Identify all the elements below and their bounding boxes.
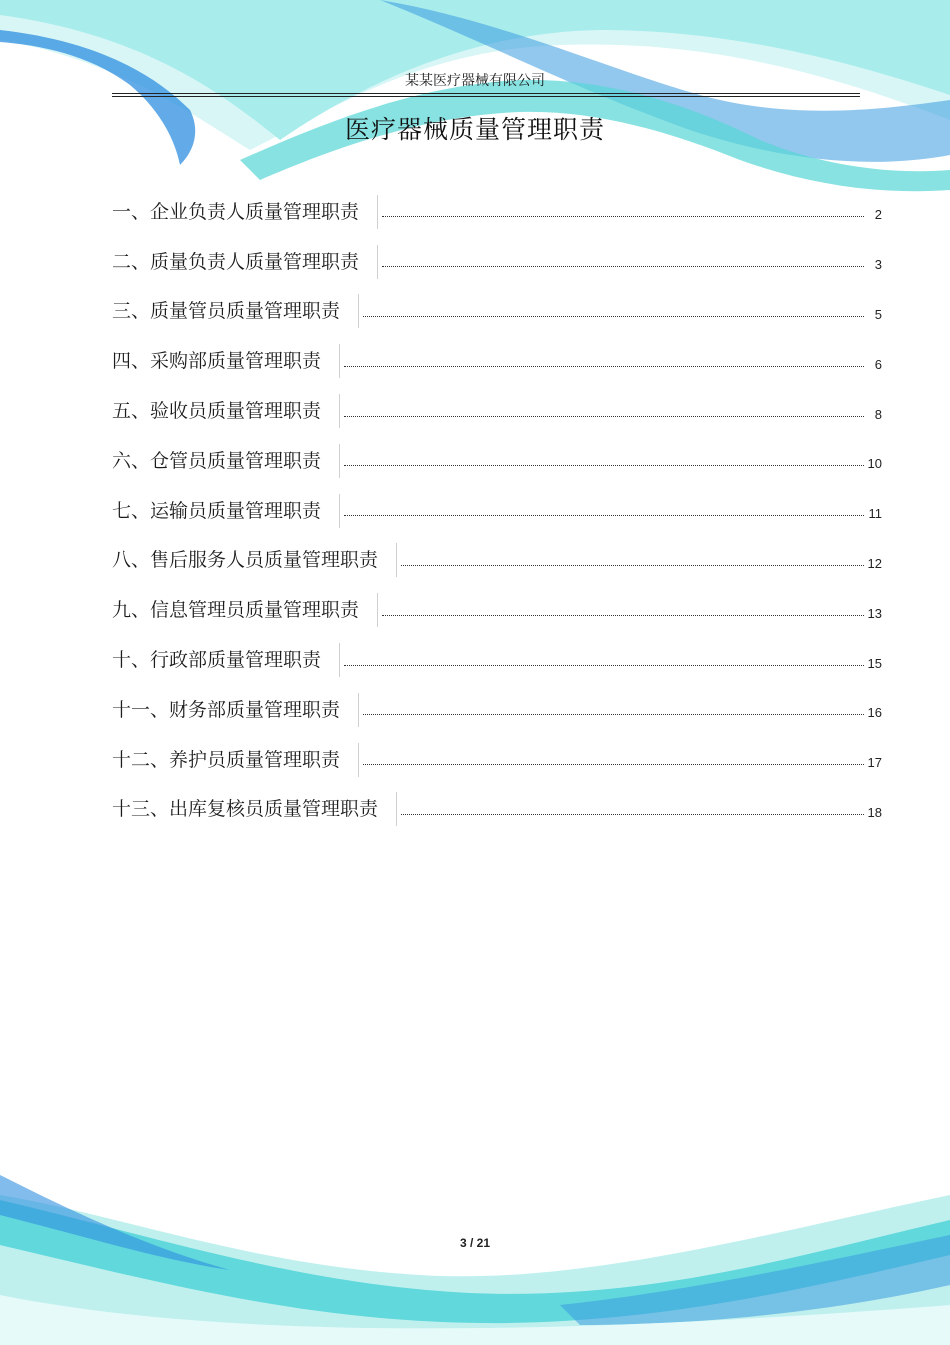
toc-entry[interactable] — [112, 785, 882, 835]
toc-dot-leader — [382, 266, 864, 267]
toc-entry-label: 二、质量负责人质量管理职责 — [112, 245, 378, 279]
toc-entry-page-number: 6 — [874, 356, 882, 372]
toc-entry-page-number: 2 — [874, 207, 882, 223]
toc-dot-leader — [382, 216, 864, 217]
toc-entry[interactable] — [112, 336, 882, 386]
toc-entry-label: 四、采购部质量管理职责 — [112, 344, 340, 378]
toc-entry[interactable] — [112, 735, 882, 785]
toc-entry-label: 五、验收员质量管理职责 — [112, 394, 340, 428]
toc-entry[interactable] — [112, 287, 882, 337]
toc-dot-leader — [344, 416, 864, 417]
toc-entry[interactable] — [112, 386, 882, 436]
toc-entry-label: 三、质量管员质量管理职责 — [112, 294, 359, 328]
toc-dot-leader — [363, 764, 864, 765]
toc-entry-page-number: 11 — [868, 506, 882, 522]
toc-entry[interactable] — [112, 536, 882, 586]
toc-entry-page-number: 12 — [867, 555, 882, 571]
toc-entry-label: 一、企业负责人质量管理职责 — [112, 195, 378, 229]
toc-entry-label: 六、仓管员质量管理职责 — [112, 444, 340, 478]
page-number: 3 / 21 — [459, 1236, 491, 1250]
toc-entry-page-number: 17 — [867, 755, 882, 771]
toc-entry-page-number: 3 — [874, 257, 882, 273]
toc-entry-label: 十一、财务部质量管理职责 — [112, 693, 359, 727]
toc-dot-leader — [363, 714, 864, 715]
toc-entry[interactable] — [112, 436, 882, 486]
toc-dot-leader — [401, 814, 864, 815]
toc-entry[interactable] — [112, 685, 882, 735]
toc-dot-leader — [344, 465, 864, 466]
toc-entry-page-number: 18 — [867, 804, 882, 820]
document-title: 医疗器械质量管理职责 — [344, 115, 605, 144]
toc-entry[interactable] — [112, 635, 882, 685]
toc-entry-page-number: 15 — [867, 655, 882, 671]
toc-entry-label: 十、行政部质量管理职责 — [112, 643, 340, 677]
toc-entry-page-number: 16 — [867, 705, 882, 721]
toc-entry-label: 十三、出库复核员质量管理职责 — [112, 792, 397, 826]
header-rule-upper — [112, 93, 860, 94]
toc-dot-leader — [363, 316, 864, 317]
toc-entry-page-number: 5 — [874, 306, 882, 322]
toc-entry-label: 十二、养护员质量管理职责 — [112, 743, 359, 777]
header-rule-lower — [112, 96, 860, 97]
toc-entry-page-number: 8 — [874, 406, 882, 422]
toc-entry-page-number: 10 — [867, 456, 882, 472]
toc-entry[interactable] — [112, 187, 882, 237]
toc-entry[interactable] — [112, 486, 882, 536]
header-company-name: 某某医疗器械有限公司 — [405, 73, 545, 89]
toc-entry-page-number: 13 — [867, 605, 882, 621]
toc-entry[interactable] — [112, 585, 882, 635]
toc-dot-leader — [401, 565, 864, 566]
toc-dot-leader — [382, 615, 864, 616]
toc-entry-label: 八、售后服务人员质量管理职责 — [112, 543, 397, 577]
toc-dot-leader — [344, 665, 864, 666]
toc-entry-label: 七、运输员质量管理职责 — [112, 494, 340, 528]
toc-entry-label: 九、信息管理员质量管理职责 — [112, 593, 378, 627]
toc-dot-leader — [344, 366, 864, 367]
toc-entry[interactable] — [112, 237, 882, 287]
table-of-contents — [112, 187, 882, 834]
toc-dot-leader — [344, 515, 864, 516]
